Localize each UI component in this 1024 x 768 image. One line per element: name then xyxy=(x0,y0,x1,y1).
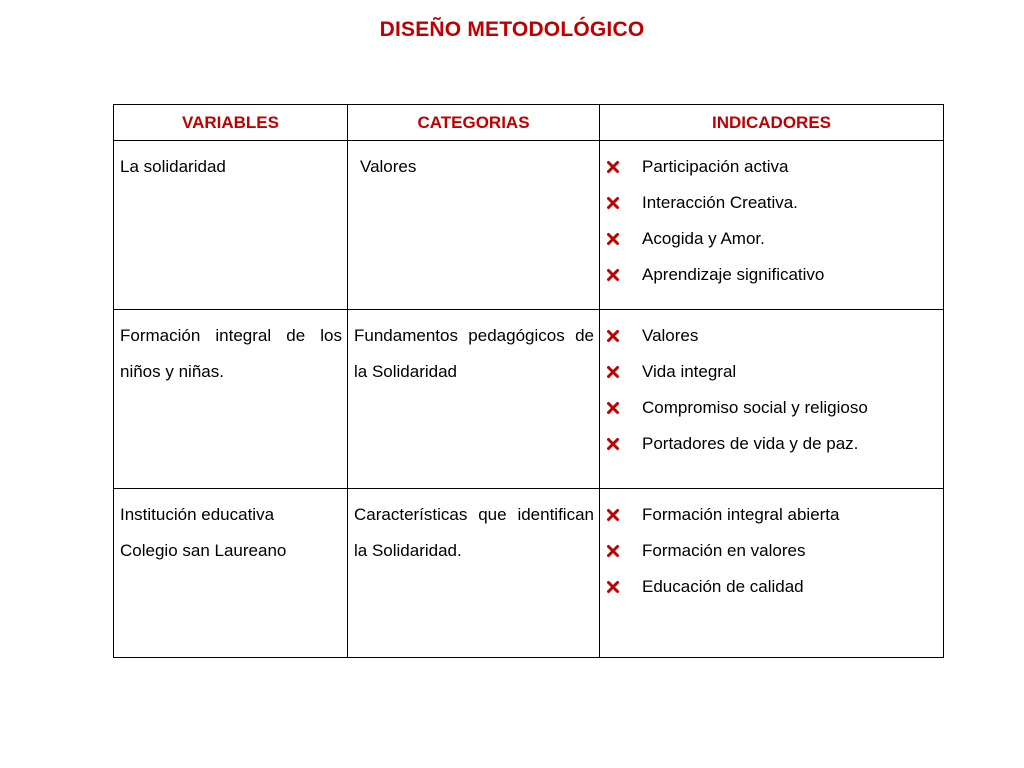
x-mark-icon xyxy=(606,508,620,522)
indicator-text: Portadores de vida y de paz. xyxy=(642,434,859,453)
table-row xyxy=(114,141,944,310)
list-item xyxy=(606,569,943,605)
categoria-text: Valores xyxy=(360,157,417,176)
indicator-text: Educación de calidad xyxy=(642,577,804,596)
indicadores-cell xyxy=(600,489,944,658)
header-variables: VARIABLES xyxy=(114,105,348,141)
list-item xyxy=(606,149,943,185)
methodology-table xyxy=(113,104,944,658)
indicator-list xyxy=(600,141,943,293)
variable-cell xyxy=(114,489,348,658)
table-row xyxy=(114,489,944,658)
list-item xyxy=(606,318,943,354)
categoria-text: Fundamentos pedagógicos de la Solidaridad xyxy=(354,326,594,381)
header-indicadores: INDICADORES xyxy=(600,105,944,141)
variable-cell xyxy=(114,141,348,310)
categoria-cell xyxy=(348,489,600,658)
indicator-text: Vida integral xyxy=(642,362,737,381)
indicator-text: Participación activa xyxy=(642,157,789,176)
indicator-text: Interacción Creativa. xyxy=(642,193,798,212)
x-mark-icon xyxy=(606,544,620,558)
x-mark-icon xyxy=(606,365,620,379)
page-title: DISEÑO METODOLÓGICO xyxy=(379,18,645,41)
indicator-text: Formación integral abierta xyxy=(642,505,840,524)
indicator-text: Acogida y Amor. xyxy=(642,229,765,248)
list-item xyxy=(606,354,943,390)
indicadores-cell xyxy=(600,310,944,489)
variable-text: Institución educativa Colegio san Laureano xyxy=(120,505,287,560)
x-mark-icon xyxy=(606,196,620,210)
indicator-text: Valores xyxy=(642,326,699,345)
x-mark-icon xyxy=(606,580,620,594)
list-item xyxy=(606,426,943,462)
indicator-text: Formación en valores xyxy=(642,541,806,560)
table-header-row xyxy=(114,105,944,141)
indicator-list xyxy=(600,310,943,462)
list-item xyxy=(606,185,943,221)
x-mark-icon xyxy=(606,160,620,174)
list-item xyxy=(606,221,943,257)
list-item xyxy=(606,390,943,426)
categoria-cell xyxy=(348,310,600,489)
indicator-list xyxy=(600,489,943,605)
x-mark-icon xyxy=(606,268,620,282)
categoria-cell xyxy=(348,141,600,310)
list-item xyxy=(606,497,943,533)
header-categorias: CATEGORIAS xyxy=(348,105,600,141)
list-item xyxy=(606,533,943,569)
indicator-text: Compromiso social y religioso xyxy=(642,398,868,417)
variable-cell xyxy=(114,310,348,489)
categoria-text: Características que identifican la Solidaridad. xyxy=(354,505,594,560)
indicadores-cell xyxy=(600,141,944,310)
variable-text: La solidaridad xyxy=(120,157,226,176)
table-row xyxy=(114,310,944,489)
x-mark-icon xyxy=(606,437,620,451)
x-mark-icon xyxy=(606,401,620,415)
x-mark-icon xyxy=(606,232,620,246)
variable-text: Formación integral de los niños y niñas. xyxy=(120,326,342,381)
x-mark-icon xyxy=(606,329,620,343)
indicator-text: Aprendizaje significativo xyxy=(642,265,825,284)
list-item xyxy=(606,257,943,293)
